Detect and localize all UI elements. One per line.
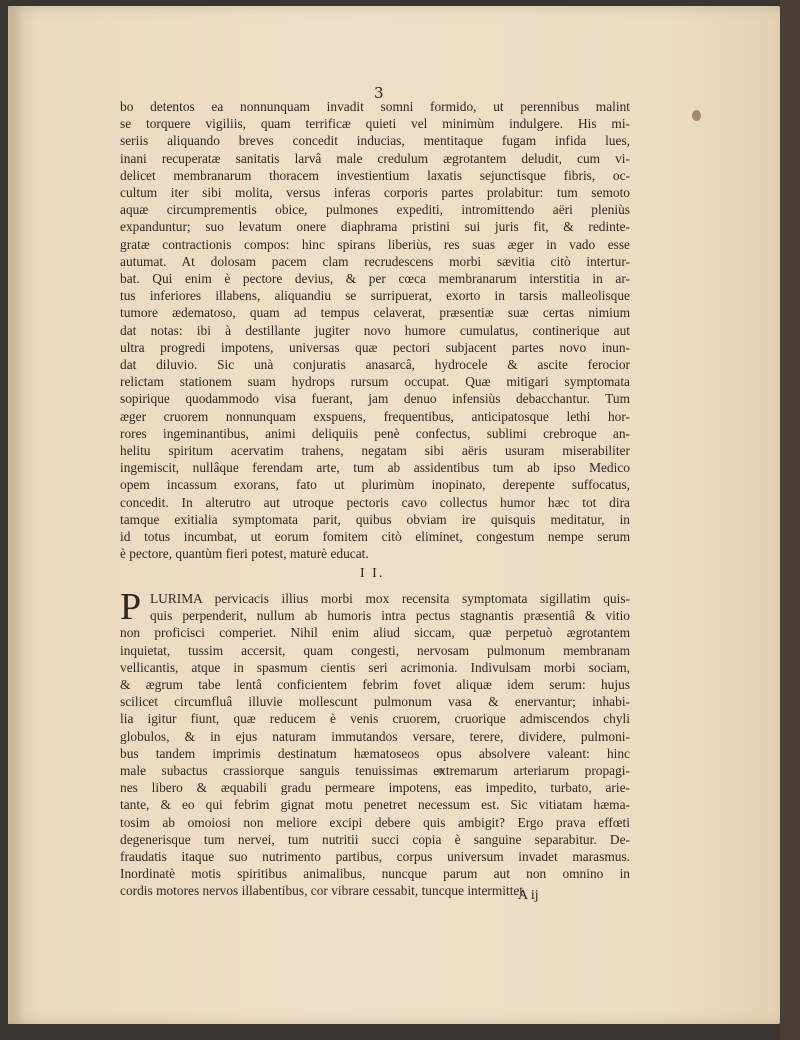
page-number: 3 (374, 84, 384, 102)
text-line: Inordinatè motis spiritibus animalibus, nuncque parum aut non omnino in (120, 866, 630, 882)
text-line: ultra progredi impotens, universas quæ pectori subjacent partes novo inun- (120, 339, 630, 355)
text-line: tosim ab omoiosi non meliore excipi debere quis ambigit? Ergo prava effœti (120, 814, 630, 830)
paragraph-2 (120, 586, 630, 900)
text-line: gratæ contractionis compos: hinc spirans liberiùs, res suas æger in vado esse (120, 236, 630, 252)
text-line: quis perpenderit, nullum ab humoris intra pectus stagnantis præsentiâ & vitio (150, 608, 630, 624)
text-line: nes libero & æquabili gradu permeare impotens, eas impedito, turbato, arie- (120, 780, 630, 796)
paragraph-1 (120, 98, 630, 562)
text-line: globulos, & in ejus naturam immutandos versare, terere, dividere, pulmoni- (120, 728, 630, 744)
text-line: LURIMA pervicacis illius morbi mox recensita symptomata sigillatim quis- (150, 591, 630, 606)
text-line: æger cruorem nonnunquam exspuens, frequentibus, anticipatosque lethi hor- (120, 408, 630, 424)
text-line: degenerisque tum nervei, tum nutritii succi copia è sanguine separabitur. De- (120, 831, 630, 847)
text-line: helitu spiritum acervatim trahens, negatam sibi aëris usuram miserabiliter (120, 443, 630, 459)
text-line: cordis motores nervos illabentibus, cor vibrare cessabit, tuncque intermittet (120, 883, 524, 899)
text-line: vellicantis, atque in spasmum cientis seri acrimonia. Indivulsam morbi sociam, (120, 659, 630, 675)
text-line: expanduntur; suo levatum onere diaphrama pristini sui juris fit, & redinte- (120, 219, 630, 235)
text-line: tante, & eo qui febrim gignat motu penetret necessum est. Sic vitiatam hæma- (120, 797, 630, 813)
section-heading: I I. (360, 566, 385, 581)
text-line: & ægrum tabe lentâ conficientem febrim fovet aliquæ idem serum: hujus (120, 677, 630, 693)
text-line: delicet membranarum thoracem investientium laxatis sejunctisque fibris, oc- (120, 167, 630, 183)
text-line: dat diluvio. Sic unà conjuratis anasarcâ, hydrocele & ascite ferocior (120, 357, 630, 373)
text-line: rores ingeminantibus, animi deliquiis penè confectus, sublimi crebroque an- (120, 425, 630, 441)
text-line: bus tandem imprimis destinatum hæmatoseos opus absolvere valeant: hinc (120, 745, 630, 761)
text-line: relictam stationem suam hydrops rursum occupat. Quæ mitigari symptomata (120, 374, 630, 390)
text-line: cultum iter sibi molita, versus inferas corporis partes prolabitur: tum semoto (120, 185, 630, 201)
text-line: tumore ædematoso, quam ad tempus celaverat, præsentiæ suæ certas nimium (120, 305, 630, 321)
text-line: inquietat, tussim accersit, quam congesti, nervosam pulmonum membranam (120, 642, 630, 658)
text-line: se torquere vigiliis, quam terrificæ quieti vel minimùm indulgere. His mi- (120, 116, 630, 132)
text-line: inani recuperatæ sanitatis larvâ male credulum ægrotantem deludit, cum vi- (120, 150, 630, 166)
ink-blot (692, 110, 701, 121)
book-spine (780, 0, 800, 1040)
text-line: dat notas: ibi à destillante jugiter novo humore cumulatus, continerique aut (120, 322, 630, 338)
text-line: seriis aliquando breves concedit inducias, mentitaque fugam infida lues, (120, 133, 630, 149)
drop-capital: P (120, 586, 142, 628)
text-line: lia igitur fiunt, quæ reducem è venis cruorem, cruorique admiscendos chyli (120, 711, 630, 727)
text-line: male subactus crassiorque sanguis tenuissimas extremarum arteriarum propagi- (120, 763, 630, 779)
text-line: sopirique quodammodo visa fuerant, jam denuo infensiùs debacchantur. Tum (120, 391, 630, 407)
page-gutter-shadow (8, 6, 22, 1024)
text-line: tus inferiores illabens, aliquandiu se surripuerat, exorto in tarsis malleolisque (120, 288, 630, 304)
text-line: bat. Qui enim è pectore devius, & per cœca membranarum interstitia in ar- (120, 271, 630, 287)
text-line: opem incassum exorans, fato ut plurimùm inopinato, derepente suffocatus, (120, 477, 630, 493)
text-line: aquæ circumprementis obice, pulmones expediti, intromittendo aëri pleniùs (120, 202, 630, 218)
text-line: concedit. In alterutro aut utroque pectoris cavo collectus humor hæc tot dira (120, 494, 630, 510)
text-line: autumat. At dolosam pacem clam recrudescens morbi sævitia citò intertur- (120, 253, 630, 269)
signature-mark: A ij (518, 888, 539, 903)
text-line: id totus incumbat, ut eorum fomitem citò eliminet, congestum nempe serum (120, 529, 630, 545)
text-line: fraudatis itaque suo nutrimento partibus, corpus universum invadet marasmus. (120, 849, 630, 865)
text-line: bo detentos ea nonnunquam invadit somni formido, ut perennibus malint (120, 99, 630, 114)
text-line: è pectore, quantùm fieri potest, maturè educat. (120, 546, 369, 562)
text-line: scilicet circumfluâ illuvie mollescunt pulmonum vasa & enervantur; inhabi- (120, 694, 630, 710)
text-line: ingemiscit, nullâque ferendam arte, tum ab assidentibus tum ab ipso Medico (120, 460, 630, 476)
text-line: non proficisci comperiet. Nihil enim aliud siccam, quæ perpetuò ægrotantem (120, 625, 630, 641)
text-line: tamque exitialia symptomata parit, quibus obviam ire quisquis meditatur, in (120, 511, 630, 527)
